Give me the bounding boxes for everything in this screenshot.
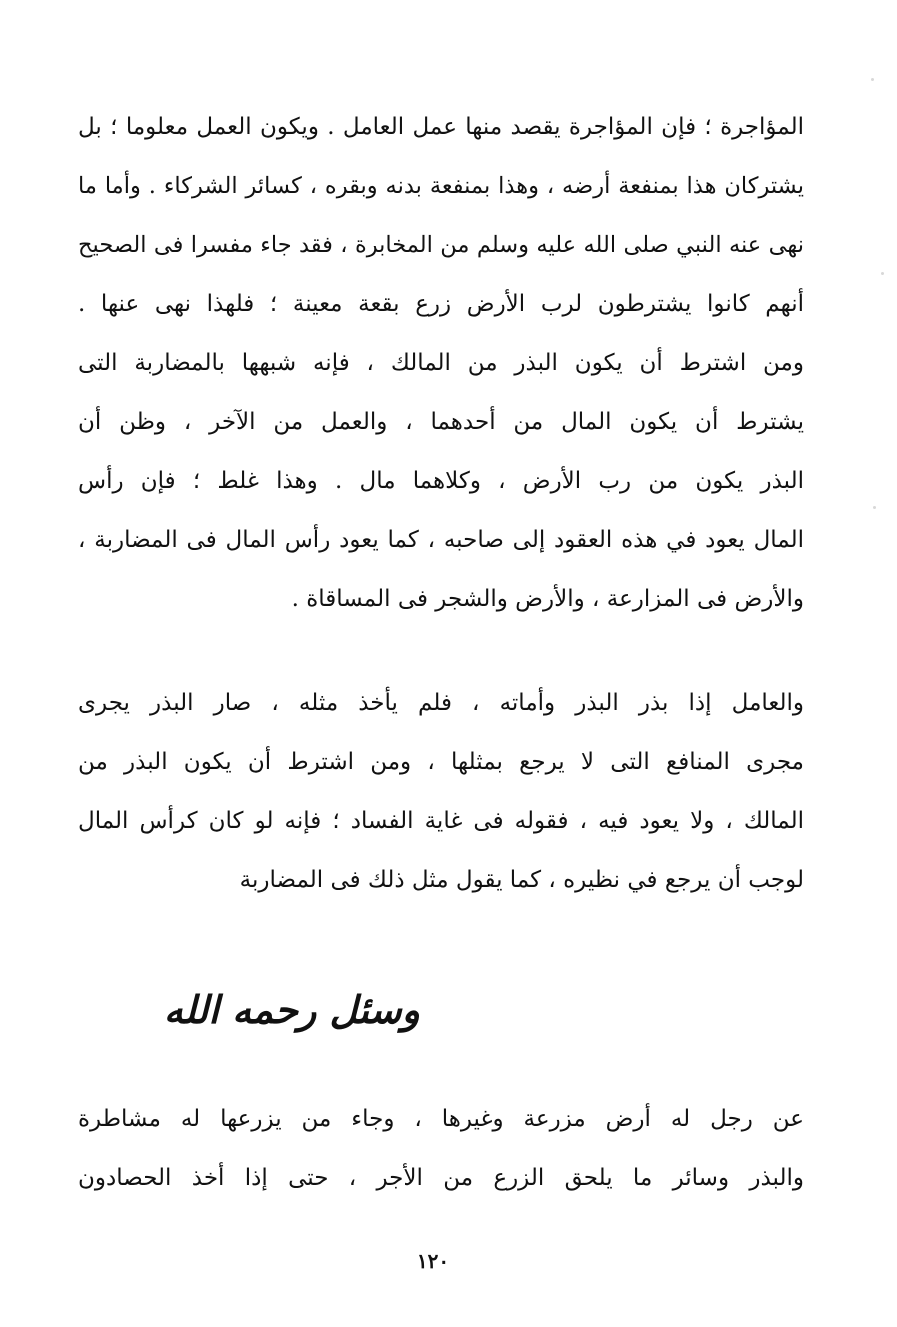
text-line: البذر يكون من رب الأرض ، وكلاهما مال . وهذا غلط ؛ فإن رأس bbox=[78, 468, 804, 494]
section-heading: وسئل رحمه الله bbox=[163, 987, 420, 1032]
text-line: لوجب أن يرجع في نظيره ، كما يقول مثل ذلك فى المضاربة bbox=[239, 867, 804, 893]
text-line: يشترط أن يكون المال من أحدهما ، والعمل من الآخر ، وظن أن bbox=[78, 409, 804, 435]
text-line: ومن اشترط أن يكون البذر من المالك ، فإنه شبهها بالمضاربة التى bbox=[78, 350, 804, 376]
scan-speck bbox=[871, 78, 874, 81]
text-line: أنهم كانوا يشترطون لرب الأرض زرع بقعة معينة ؛ فلهذا نهى عنها . bbox=[78, 291, 804, 317]
text-line: مجرى المنافع التى لا يرجع بمثلها ، ومن اشترط أن يكون البذر من bbox=[78, 749, 804, 775]
paragraph-1 bbox=[78, 98, 804, 629]
text-line: والبذر وسائر ما يلحق الزرع من الأجر ، حتى إذا أخذ الحصادون bbox=[78, 1165, 804, 1191]
text-line: المال يعود في هذه العقود إلى صاحبه ، كما يعود رأس المال فى المضاربة ، bbox=[78, 527, 804, 553]
paragraph-3 bbox=[78, 1090, 804, 1208]
text-line: نهى عنه النبي صلى الله عليه وسلم من المخابرة ، فقد جاء مفسرا فى الصحيح bbox=[78, 232, 804, 258]
text-line: والأرض فى المزارعة ، والأرض والشجر فى المساقاة . bbox=[291, 586, 804, 612]
page-number: ١٢٠ bbox=[416, 1249, 450, 1273]
paragraph-2 bbox=[78, 674, 804, 910]
text-line: والعامل إذا بذر البذر وأماته ، فلم يأخذ مثله ، صار البذر يجرى bbox=[78, 690, 804, 716]
text-line: المؤاجرة ؛ فإن المؤاجرة يقصد منها عمل العامل . ويكون العمل معلوما ؛ بل bbox=[78, 114, 804, 140]
scan-speck bbox=[881, 272, 884, 275]
text-line: عن رجل له أرض مزرعة وغيرها ، وجاء من يزرعها له مشاطرة bbox=[78, 1106, 804, 1132]
scan-speck bbox=[873, 506, 876, 509]
text-line: يشتركان هذا بمنفعة أرضه ، وهذا بمنفعة بدنه وبقره ، كسائر الشركاء . وأما ما bbox=[78, 173, 804, 199]
text-line: المالك ، ولا يعود فيه ، فقوله فى غاية الفساد ؛ فإنه لو كان كرأس المال bbox=[78, 808, 804, 834]
